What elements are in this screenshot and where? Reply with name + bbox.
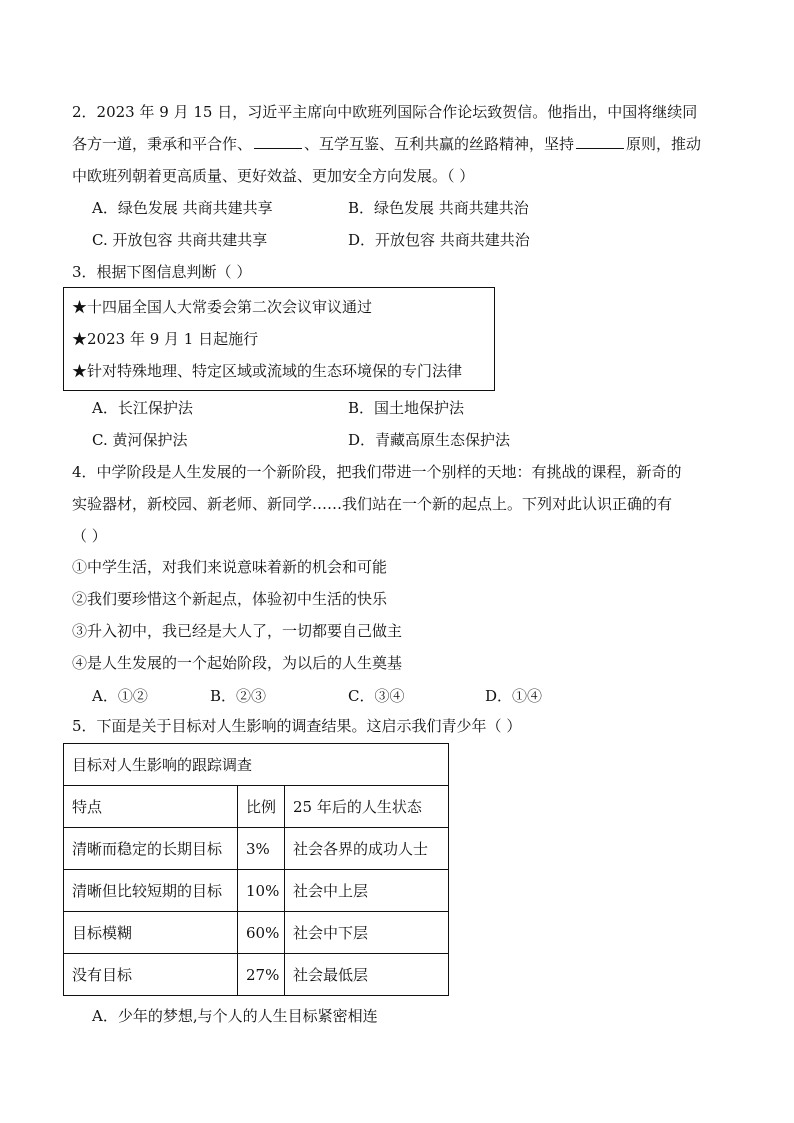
table-cell: 社会中下层: [285, 912, 449, 954]
q3-option-a: A．长江保护法: [92, 399, 193, 417]
q4-stem-line-3: （ ）: [72, 527, 107, 545]
table-header-row: [64, 786, 449, 828]
table-cell: 目标模糊: [64, 912, 238, 954]
q2-stem-line-2: [72, 128, 732, 160]
table-row: [64, 954, 449, 996]
q3-info-item: ★2023 年 9 月 1 日起施行: [72, 330, 259, 348]
q4-option-b: B．②③: [210, 687, 267, 705]
q4-statement-3: ③升入初中，我已经是大人了，一切都要自己做主: [72, 622, 403, 640]
table-cell: 社会中上层: [285, 870, 449, 912]
table-cell: 没有目标: [64, 954, 238, 996]
q3-info-box: [63, 287, 495, 391]
q4-stem-line-2: 实验器材，新校园、新老师、新同学……我们站在一个新的起点上。下列对此认识正确的有: [72, 495, 673, 513]
survey-table: [63, 743, 449, 996]
q2-option-b: B．绿色发展 共商共建共治: [348, 199, 529, 217]
q4-option-a: A．①②: [92, 687, 148, 705]
q3-option-b: B．国土地保护法: [348, 399, 465, 417]
table-cell: 社会各界的成功人士: [285, 828, 449, 870]
q2-stem-line-3: 中欧班列朝着更高质量、更好效益、更加安全方向发展。（ ）: [72, 167, 475, 185]
table-cell: 3%: [238, 828, 285, 870]
table-cell: 10%: [238, 870, 285, 912]
table-header-cell: 比例: [238, 786, 285, 828]
table-cell: 清晰但比较短期的目标: [64, 870, 238, 912]
q3-info-item: ★十四届全国人大常委会第二次会议审议通过: [72, 298, 373, 316]
table-caption-row: [64, 744, 449, 786]
q2-option-c: C. 开放包容 共商共建共享: [92, 231, 268, 249]
q2-blank-1: [254, 130, 302, 149]
q5-option-a: A．少年的梦想,与个人的人生目标紧密相连: [92, 1007, 378, 1025]
q4-statement-1: ①中学生活，对我们来说意味着新的机会和可能: [72, 558, 388, 576]
q2-stem-text-c: 原则，推动: [626, 135, 702, 153]
q4-option-d: D．①④: [485, 687, 543, 705]
table-cell: 社会最低层: [285, 954, 449, 996]
table-row: [64, 912, 449, 954]
q2-stem-line-1: 2．2023 年 9 月 15 日，习近平主席向中欧班列国际合作论坛致贺信。他指出，中国将继续同: [72, 103, 698, 121]
table-header-cell: 25 年后的人生状态: [285, 786, 449, 828]
q4-stem-line-1: 4．中学阶段是人生发展的一个新阶段，把我们带进一个别样的天地：有挑战的课程，新奇的: [72, 463, 682, 481]
q3-stem: 3．根据下图信息判断（ ）: [72, 263, 252, 281]
q5-stem: 5．下面是关于目标对人生影响的调查结果。这启示我们青少年（ ）: [72, 717, 522, 735]
q2-stem-text-b: 、互学互鉴、互利共赢的丝路精神，坚持: [304, 135, 575, 153]
table-caption: 目标对人生影响的跟踪调查: [64, 744, 449, 786]
q4-statement-4: ④是人生发展的一个起始阶段，为以后的人生奠基: [72, 654, 403, 672]
table-row: [64, 870, 449, 912]
q2-option-d: D．开放包容 共商共建共治: [348, 231, 530, 249]
q4-option-c: C．③④: [348, 687, 405, 705]
table-row: [64, 828, 449, 870]
table-header-cell: 特点: [64, 786, 238, 828]
table-cell: 27%: [238, 954, 285, 996]
q4-statement-2: ②我们要珍惜这个新起点，体验初中生活的快乐: [72, 590, 388, 608]
q2-option-a: A．绿色发展 共商共建共享: [92, 199, 273, 217]
q3-option-c: C. 黄河保护法: [92, 431, 188, 449]
q3-info-item: ★针对特殊地理、特定区域或流域的生态环境保的专门法律: [72, 362, 463, 380]
q3-option-d: D．青藏高原生态保护法: [348, 431, 511, 449]
table-cell: 清晰而稳定的长期目标: [64, 828, 238, 870]
q2-blank-2: [576, 130, 624, 149]
q2-stem-text-a: 各方一道，秉承和平合作、: [72, 135, 253, 153]
table-cell: 60%: [238, 912, 285, 954]
